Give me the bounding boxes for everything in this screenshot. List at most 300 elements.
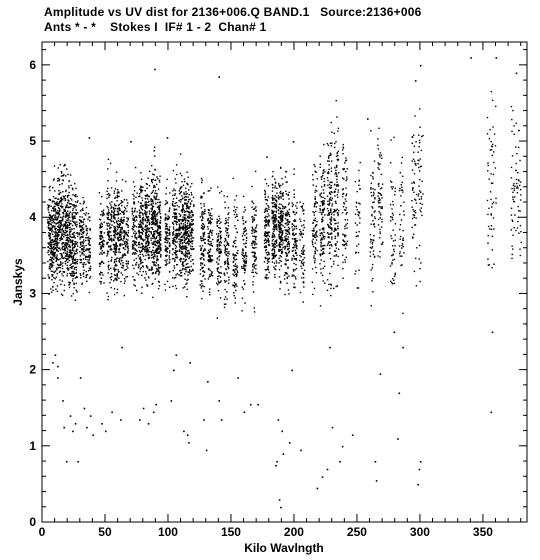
data-point: [121, 211, 122, 212]
data-point: [83, 250, 84, 251]
data-point: [256, 258, 257, 259]
data-point: [106, 244, 107, 245]
data-point: [99, 242, 100, 243]
data-point: [192, 214, 193, 215]
data-point: [134, 235, 135, 236]
data-point: [186, 283, 187, 284]
data-point: [212, 255, 213, 256]
data-point: [182, 221, 183, 222]
data-point: [269, 232, 270, 233]
data-point: [235, 297, 236, 298]
data-point: [315, 203, 316, 204]
data-point: [134, 190, 135, 191]
data-point: [327, 180, 328, 181]
data-point: [71, 295, 72, 296]
data-point: [278, 236, 279, 237]
data-point: [134, 225, 135, 226]
data-point: [154, 241, 155, 242]
data-point: [300, 234, 301, 235]
data-point: [174, 265, 175, 266]
data-point: [275, 214, 276, 215]
data-point: [133, 222, 134, 223]
data-point: [183, 227, 184, 228]
data-point: [50, 220, 51, 221]
data-point: [165, 264, 166, 265]
data-point: [188, 233, 189, 234]
data-point: [124, 283, 125, 284]
data-point: [224, 252, 225, 253]
data-point: [111, 216, 112, 217]
data-point: [190, 245, 191, 246]
data-point: [233, 210, 234, 211]
data-point: [184, 255, 185, 256]
data-point: [184, 242, 185, 243]
data-point: [253, 203, 254, 204]
data-point: [279, 288, 280, 289]
data-point: [177, 205, 178, 206]
data-point: [175, 235, 176, 236]
data-point: [176, 164, 177, 165]
data-point: [321, 212, 322, 213]
data-point: [72, 212, 73, 213]
data-point: [126, 217, 127, 218]
data-point: [319, 195, 320, 196]
data-point: [49, 222, 50, 223]
data-point: [264, 190, 265, 191]
data-point: [106, 255, 107, 256]
data-point: [203, 259, 204, 260]
data-point: [235, 211, 236, 212]
data-point: [245, 222, 246, 223]
data-point: [201, 298, 202, 299]
data-point: [205, 249, 206, 250]
data-point: [227, 255, 228, 256]
data-point: [135, 264, 136, 265]
data-point: [65, 191, 66, 192]
data-point: [279, 276, 280, 277]
data-point: [252, 228, 253, 229]
data-point: [103, 212, 104, 213]
data-point: [208, 278, 209, 279]
data-point: [315, 171, 316, 172]
data-point: [136, 219, 137, 220]
data-point: [54, 178, 55, 179]
data-point: [58, 226, 59, 227]
data-point: [122, 240, 123, 241]
data-point: [254, 255, 255, 256]
data-point: [53, 180, 54, 181]
data-point: [293, 275, 294, 276]
data-point: [64, 285, 65, 286]
data-point: [217, 225, 218, 226]
data-point: [191, 271, 192, 272]
data-point: [335, 244, 336, 245]
data-point: [187, 222, 188, 223]
data-point: [121, 205, 122, 206]
data-point: [288, 227, 289, 228]
data-point: [156, 221, 157, 222]
data-point: [56, 277, 57, 278]
data-point: [142, 254, 143, 255]
data-point: [74, 284, 75, 285]
data-point: [148, 276, 149, 277]
data-point: [62, 219, 63, 220]
data-point: [280, 167, 281, 168]
data-point: [301, 206, 302, 207]
data-point: [217, 186, 218, 187]
data-point: [173, 206, 174, 207]
data-point: [62, 268, 63, 269]
data-point: [185, 248, 186, 249]
data-point: [301, 250, 302, 251]
data-point: [154, 211, 155, 212]
data-point: [295, 264, 296, 265]
data-point: [221, 273, 222, 274]
data-point: [267, 259, 268, 260]
data-point: [274, 187, 275, 188]
data-point: [54, 226, 55, 227]
data-point: [118, 240, 119, 241]
data-point: [69, 252, 70, 253]
data-point: [48, 227, 49, 228]
data-point: [154, 185, 155, 186]
data-point: [278, 250, 279, 251]
data-point: [114, 198, 115, 199]
data-point: [320, 167, 321, 168]
data-point: [166, 224, 167, 225]
data-point: [151, 240, 152, 241]
data-point: [243, 229, 244, 230]
data-point: [201, 225, 202, 226]
data-point: [141, 225, 142, 226]
chart-subtitle: Ants * - * Stokes I IF# 1 - 2 Chan# 1: [44, 20, 267, 34]
data-point: [140, 263, 141, 264]
data-point: [267, 269, 268, 270]
data-point: [145, 232, 146, 233]
data-point: [184, 269, 185, 270]
data-point: [74, 183, 75, 184]
data-point: [117, 226, 118, 227]
data-point: [60, 249, 61, 250]
data-point: [108, 211, 109, 212]
data-point: [254, 267, 255, 268]
data-point: [69, 180, 70, 181]
data-point: [51, 210, 52, 211]
data-point: [287, 273, 288, 274]
data-point: [55, 238, 56, 239]
y-tick-label: 4: [29, 210, 36, 225]
data-point: [90, 276, 91, 277]
data-point: [158, 253, 159, 254]
data-point: [283, 213, 284, 214]
data-point: [59, 271, 60, 272]
data-point: [134, 248, 135, 249]
data-point: [304, 270, 305, 271]
data-point: [83, 222, 84, 223]
data-point: [57, 180, 58, 181]
data-point: [164, 242, 165, 243]
data-point: [53, 254, 54, 255]
data-point: [202, 228, 203, 229]
data-point: [184, 273, 185, 274]
data-point: [54, 232, 55, 233]
data-point: [123, 211, 124, 212]
data-point: [138, 196, 139, 197]
data-point: [331, 244, 332, 245]
data-point: [284, 208, 285, 209]
data-point: [121, 228, 122, 229]
data-point: [234, 272, 235, 273]
data-point: [67, 228, 68, 229]
data-point: [72, 214, 73, 215]
data-point: [158, 274, 159, 275]
data-point: [113, 226, 114, 227]
data-point: [54, 228, 55, 229]
data-point: [118, 192, 119, 193]
data-point: [314, 262, 315, 263]
data-point: [180, 233, 181, 234]
data-point: [89, 220, 90, 221]
data-point: [117, 195, 118, 196]
data-point: [124, 241, 125, 242]
data-point: [71, 271, 72, 272]
data-point: [122, 262, 123, 263]
data-point: [210, 231, 211, 232]
data-point: [63, 226, 64, 227]
data-point: [224, 289, 225, 290]
data-point: [165, 237, 166, 238]
data-point: [173, 188, 174, 189]
data-point: [204, 213, 205, 214]
data-point: [58, 193, 59, 194]
data-point: [156, 196, 157, 197]
data-point: [207, 253, 208, 254]
data-point: [100, 214, 101, 215]
data-point: [85, 225, 86, 226]
data-point: [189, 270, 190, 271]
data-point: [110, 204, 111, 205]
data-point: [80, 273, 81, 274]
data-point: [221, 242, 222, 243]
data-point: [191, 221, 192, 222]
data-point: [193, 206, 194, 207]
data-point: [284, 275, 285, 276]
data-point: [315, 220, 316, 221]
data-point: [285, 214, 286, 215]
data-point: [218, 233, 219, 234]
data-point: [237, 270, 238, 271]
data-point: [51, 260, 52, 261]
data-point: [227, 261, 228, 262]
data-point: [155, 218, 156, 219]
data-point: [176, 224, 177, 225]
data-point: [184, 178, 185, 179]
data-point: [251, 243, 252, 244]
data-point: [220, 237, 221, 238]
data-point: [80, 203, 81, 204]
data-point: [317, 250, 318, 251]
data-point: [211, 273, 212, 274]
data-point: [138, 267, 139, 268]
data-point: [281, 236, 282, 237]
data-point: [65, 263, 66, 264]
data-point: [315, 198, 316, 199]
data-point: [120, 213, 121, 214]
data-point: [181, 191, 182, 192]
data-point: [102, 250, 103, 251]
data-point: [294, 245, 295, 246]
data-point: [149, 251, 150, 252]
data-point: [224, 281, 225, 282]
data-point: [233, 242, 234, 243]
data-point: [315, 211, 316, 212]
data-point: [167, 241, 168, 242]
data-point: [159, 181, 160, 182]
data-point: [119, 225, 120, 226]
data-point: [245, 227, 246, 228]
data-point: [69, 249, 70, 250]
data-point: [110, 231, 111, 232]
data-point: [322, 205, 323, 206]
data-point: [79, 251, 80, 252]
data-point: [345, 224, 346, 225]
data-point: [63, 242, 64, 243]
data-point: [219, 192, 220, 193]
data-point: [294, 238, 295, 239]
data-point: [117, 208, 118, 209]
data-point: [330, 154, 331, 155]
data-point: [188, 216, 189, 217]
data-point: [159, 243, 160, 244]
data-point: [121, 227, 122, 228]
data-point: [188, 250, 189, 251]
data-point: [190, 261, 191, 262]
data-point: [83, 219, 84, 220]
data-point: [227, 243, 228, 244]
data-point: [314, 288, 315, 289]
data-point: [279, 245, 280, 246]
data-point: [117, 289, 118, 290]
data-point: [145, 229, 146, 230]
data-point: [156, 176, 157, 177]
data-point: [225, 268, 226, 269]
data-point: [329, 200, 330, 201]
data-point: [287, 221, 288, 222]
data-point: [338, 151, 339, 152]
data-point: [85, 245, 86, 246]
data-point: [67, 244, 68, 245]
data-point: [331, 167, 332, 168]
data-point: [169, 208, 170, 209]
data-point: [139, 257, 140, 258]
data-point: [113, 239, 114, 240]
data-point: [335, 238, 336, 239]
data-point: [266, 258, 267, 259]
data-point: [315, 267, 316, 268]
data-point: [49, 263, 50, 264]
data-point: [244, 207, 245, 208]
data-point: [175, 221, 176, 222]
data-point: [69, 223, 70, 224]
data-point: [346, 244, 347, 245]
data-point: [159, 246, 160, 247]
data-point: [107, 217, 108, 218]
data-point: [139, 244, 140, 245]
data-point: [252, 269, 253, 270]
data-point: [72, 243, 73, 244]
data-point: [314, 164, 315, 165]
data-point: [140, 206, 141, 207]
data-point: [157, 229, 158, 230]
data-point: [320, 209, 321, 210]
data-point: [153, 244, 154, 245]
data-point: [342, 149, 343, 150]
data-point: [228, 253, 229, 254]
data-point: [200, 280, 201, 281]
data-point: [268, 185, 269, 186]
data-point: [153, 233, 154, 234]
data-point: [118, 278, 119, 279]
data-point: [60, 225, 61, 226]
data-point: [312, 282, 313, 283]
data-point: [333, 211, 334, 212]
data-point: [108, 261, 109, 262]
data-point: [237, 232, 238, 233]
data-point: [114, 237, 115, 238]
data-point: [336, 166, 337, 167]
data-point: [166, 187, 167, 188]
data-point: [284, 240, 285, 241]
data-point: [275, 265, 276, 266]
data-point: [333, 218, 334, 219]
data-point: [315, 247, 316, 248]
data-point: [56, 268, 57, 269]
data-point: [266, 183, 267, 184]
data-point: [185, 191, 186, 192]
data-point: [321, 196, 322, 197]
data-point: [280, 216, 281, 217]
data-point: [181, 181, 182, 182]
data-point: [315, 218, 316, 219]
data-point: [265, 225, 266, 226]
data-point: [165, 255, 166, 256]
data-point: [146, 284, 147, 285]
data-point: [142, 222, 143, 223]
data-point: [148, 220, 149, 221]
data-point: [186, 237, 187, 238]
data-point: [166, 225, 167, 226]
data-point: [165, 223, 166, 224]
data-point: [321, 193, 322, 194]
data-point: [315, 237, 316, 238]
data-point: [141, 293, 142, 294]
data-point: [267, 233, 268, 234]
data-point: [126, 263, 127, 264]
data-point: [243, 223, 244, 224]
data-point: [210, 255, 211, 256]
data-point: [287, 242, 288, 243]
data-point: [79, 238, 80, 239]
data-point: [272, 217, 273, 218]
data-point: [204, 232, 205, 233]
data-point: [192, 229, 193, 230]
data-point: [103, 282, 104, 283]
data-point: [188, 189, 189, 190]
data-point: [183, 223, 184, 224]
data-point: [120, 239, 121, 240]
data-point: [155, 223, 156, 224]
data-point: [169, 217, 170, 218]
